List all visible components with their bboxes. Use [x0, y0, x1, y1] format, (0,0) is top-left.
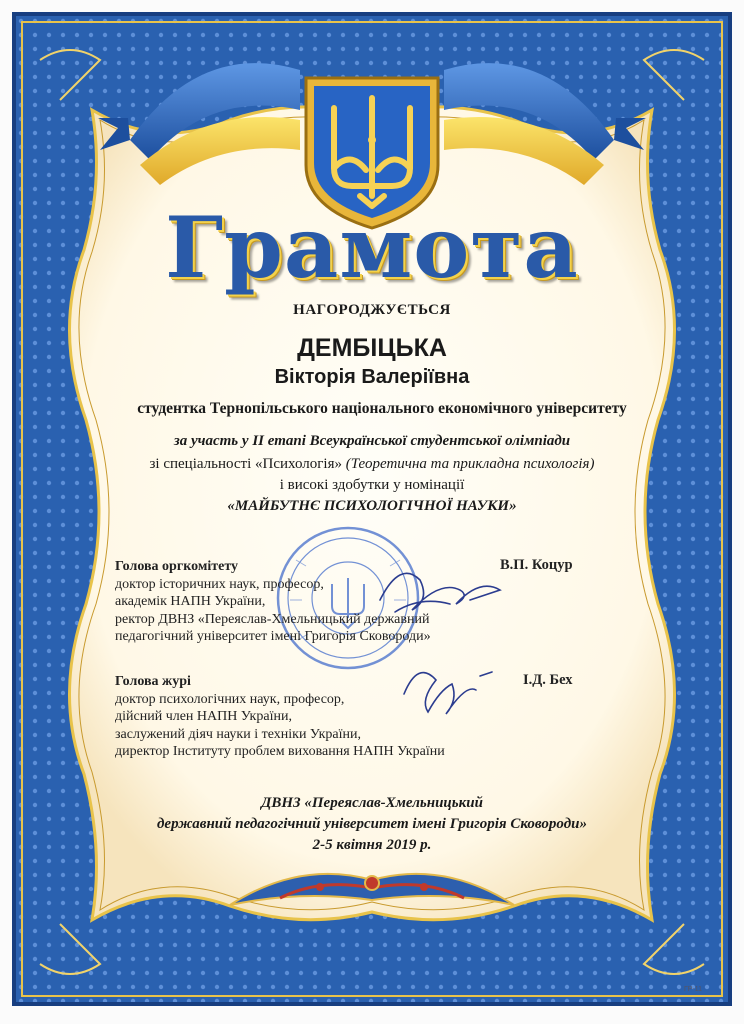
specialty-prefix: зі спеціальності «Психологія»	[149, 456, 342, 472]
signatory-title-line: доктор історичних наук, професор,	[115, 576, 324, 592]
signatory-title-line: директор Інституту проблем виховання НАПН України	[115, 744, 445, 759]
signatory-role: Голова журі	[115, 674, 191, 689]
signatory-title-line: ректор ДВНЗ «Переяслав-Хмельницький державний	[115, 611, 430, 627]
specialty-detail: (Теоретична та прикладна психологія)	[345, 456, 595, 472]
recipient-surname: ДЕМБІЦЬКА	[297, 334, 447, 362]
signatory-role: Голова оргкомітету	[115, 559, 239, 574]
recipient-affiliation: студентка Тернопільського національного економічного університету	[137, 400, 627, 417]
signatory-title-line: заслужений діяч науки і техніки України,	[115, 726, 362, 742]
signatory-block-orgcommittee	[115, 558, 431, 646]
nomination-line: «МАЙБУТНЄ ПСИХОЛОГІЧНОЇ НАУКИ»	[227, 498, 517, 514]
signatory-title-line: педагогічний університет імені Григорія Сковороди»	[115, 629, 431, 644]
certificate-title: Грамота	[165, 198, 579, 297]
signatory-name: В.П. Коцур	[500, 557, 573, 573]
achievements-line: і високі здобутки у номінації	[279, 477, 465, 493]
recipient-given-names: Вікторія Валеріївна	[274, 366, 470, 388]
signatory-title-line: академік НАПН України,	[115, 594, 266, 609]
form-code: ГР-11	[684, 986, 703, 993]
participation-line: за участь у ІІ етапі Всеукраїнської студентської олімпіади	[173, 433, 571, 449]
event-date: 2-5 квітня 2019 р.	[312, 837, 432, 853]
signatory-title-line: дійсний член НАПН України,	[115, 709, 292, 724]
awarded-heading: НАГОРОДЖУЄТЬСЯ	[293, 302, 451, 318]
issuer-line-2: державний педагогічний університет імені Григорія Сковороди»	[156, 816, 588, 832]
specialty-line	[0, 456, 744, 473]
issuer-line-1: ДВНЗ «Переяслав-Хмельницький	[261, 795, 483, 811]
signatory-block-jury	[115, 673, 445, 761]
signatory-title-line: доктор психологічних наук, професор,	[115, 691, 345, 707]
signatory-name: І.Д. Бех	[523, 672, 573, 688]
